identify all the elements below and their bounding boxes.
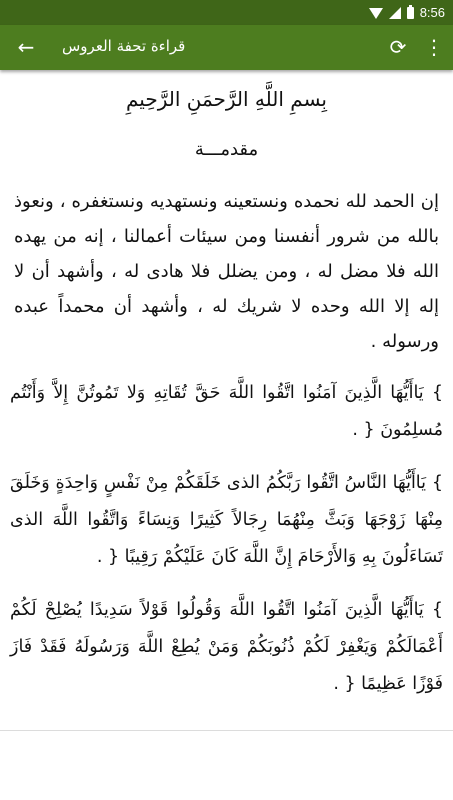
verse-3: } يَاأَيُّهَا الَّذِينَ آمَنُوا اتَّقُوا اللَّهَ وَقُولُوا قَوْلاً سَدِيدًا يُصْلِحْ لَكُمْ أَعْمَالَكُمْ وَيَغْفِرْ لَكُمْ ذُنُوبَكُمْ وَمَنْ يُطِعْ اللَّهَ وَرَسُولَهُ فَقَدْ فَازَ فَوْزًا عَظِيمًا { . — [10, 600, 443, 694]
signal-icon — [389, 7, 401, 19]
verse-2: } يَاأَيُّهَا النَّاسُ اتَّقُوا رَبَّكُمُ الذى خَلَقَكُمْ مِنْ نَفْسٍ وَاحِدَةٍ وَخَلَقَ مِنْهَا زَوْجَهَا وَبَثَّ مِنْهُمَا رِجَالاً كَثِيرًا وَنِسَاءً وَاتَّقُوا اللَّهَ الذى تَسَاءَلُونَ بِهِ وَالأَرْحَامَ إِنَّ اللَّهَ كَانَ عَلَيْكُمْ رَقِيبًا { . — [10, 473, 443, 567]
overflow-menu-icon[interactable]: ⋮ — [424, 35, 444, 59]
refresh-icon[interactable]: ⟳ — [389, 35, 407, 59]
battery-icon — [407, 7, 414, 19]
wifi-icon — [369, 8, 383, 19]
reading-content[interactable] — [0, 70, 453, 730]
app-toolbar — [0, 25, 453, 70]
status-time: 8:56 — [419, 5, 445, 20]
verse-1: } يَاأَيُّهَا الَّذِينَ آمَنُوا اتَّقُوا اللَّهَ حَقَّ تُقَاتِهِ وَلا تَمُوتُنَّ إِلاَّ وَأَنْتُم مُسلِمُونَ { . — [10, 383, 443, 440]
bottom-area — [0, 731, 453, 800]
status-bar — [0, 0, 453, 25]
section-heading: مقدمـــة — [194, 139, 259, 160]
basmala-text: بِسمِ اللَّهِ الرَّحمَنِ الرَّحِيمِ — [125, 87, 327, 111]
toolbar-title: قراءة تحفة العروس — [62, 37, 186, 55]
intro-paragraph: إن الحمد لله نحمده ونستعينه ونستهديه ونستغفره ، ونعوذ بالله من شرور أنفسنا ومن سيئات أعمالنا ، إنه من يهده الله فلا مضل له ، ومن يضلل فلا هادى له ، وأشهد أن لا إله إلا الله وحده لا شريك له ، وأشهد أن محمداً عبده ورسوله . — [14, 191, 439, 352]
back-arrow-icon[interactable]: ← — [17, 35, 35, 59]
